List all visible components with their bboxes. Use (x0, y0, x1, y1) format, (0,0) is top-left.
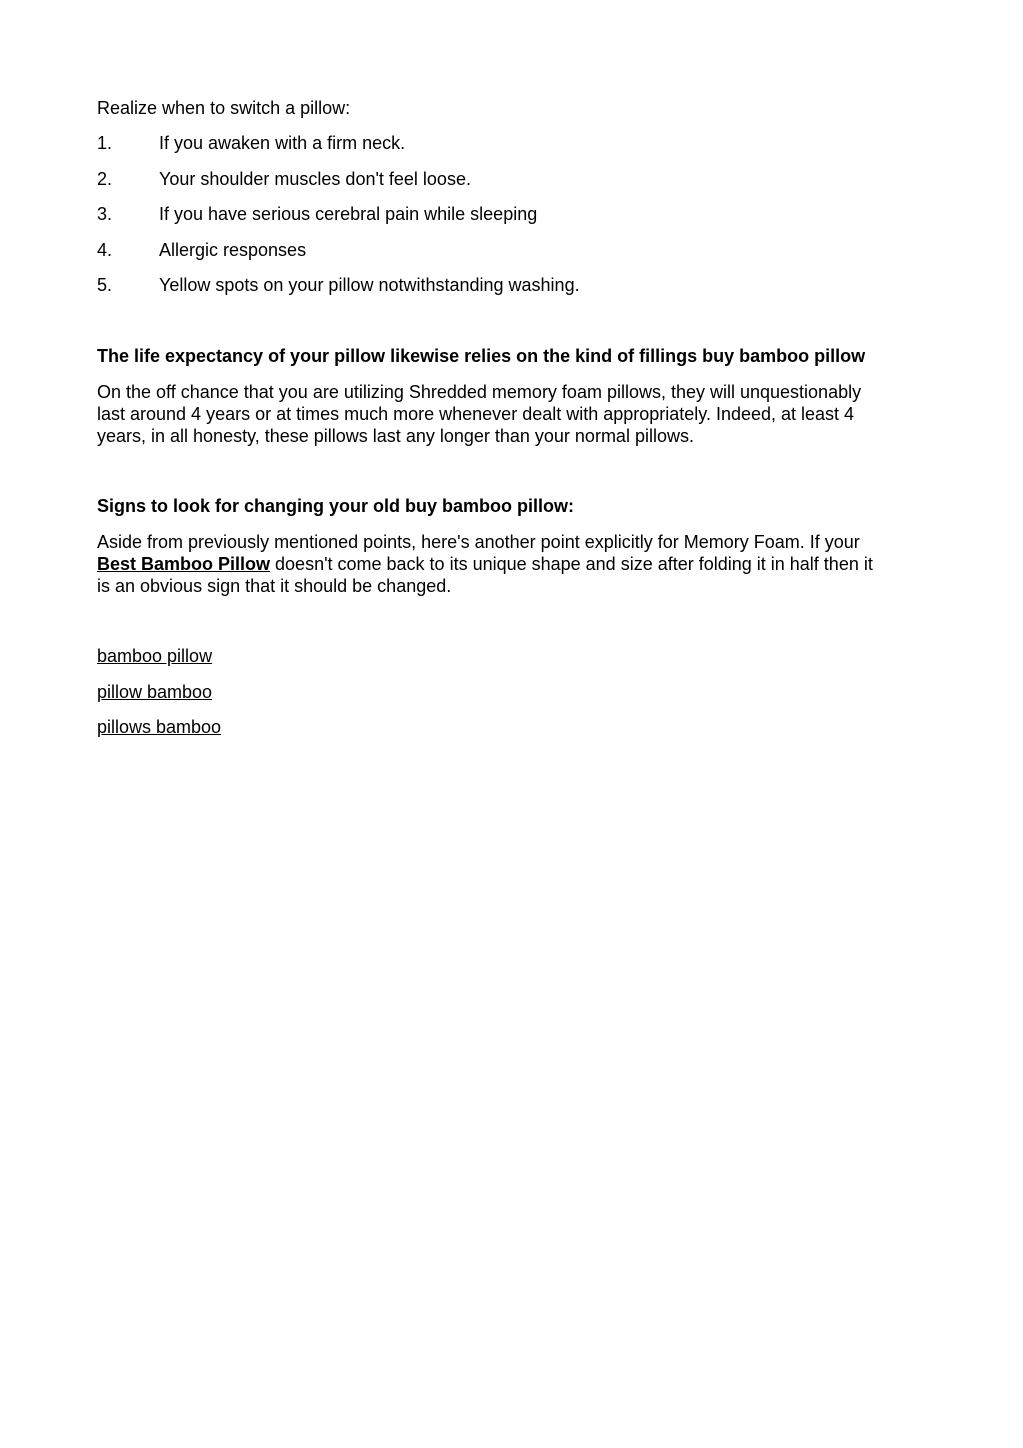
section-paragraph (97, 381, 927, 447)
list-text: If you awaken with a firm neck. (159, 133, 406, 153)
best-bamboo-pillow-link[interactable]: Best Bamboo Pillow (97, 554, 271, 574)
list-item (97, 203, 537, 225)
list-number: 3. (97, 204, 113, 224)
paragraph-line: last around 4 years or at times much more whenever dealt with appropriately. Indeed, at least 4 (97, 404, 855, 424)
list-text: Yellow spots on your pillow notwithstanding washing. (159, 275, 580, 295)
footer-link-item (97, 716, 221, 738)
paragraph-line: years, in all honesty, these pillows last any longer than your normal pillows. (97, 426, 694, 446)
list-number: 5. (97, 275, 113, 295)
list-item (97, 132, 405, 154)
section-heading: The life expectancy of your pillow likewise relies on the kind of fillings buy bamboo pillow (97, 346, 866, 366)
list-number: 4. (97, 240, 113, 260)
section-paragraph (97, 531, 927, 597)
list-item (97, 239, 306, 261)
list-item (97, 274, 580, 296)
list-text: Allergic responses (159, 240, 307, 260)
footer-link-item (97, 681, 212, 703)
paragraph-line: Aside from previously mentioned points, here's another point explicitly for Memory Foam. If your (97, 532, 860, 552)
footer-link-item (97, 645, 212, 667)
paragraph-line (97, 553, 927, 575)
bamboo-pillow-link[interactable]: bamboo pillow (97, 646, 213, 666)
pillows-bamboo-link[interactable]: pillows bamboo (97, 717, 222, 737)
pillow-bamboo-link[interactable]: pillow bamboo (97, 682, 213, 702)
intro-text: Realize when to switch a pillow: (97, 98, 351, 118)
paragraph-text: doesn't come back to its unique shape and size after folding it in half then it (270, 554, 873, 574)
list-text: If you have serious cerebral pain while sleeping (159, 204, 538, 224)
section-heading: Signs to look for changing your old buy bamboo pillow: (97, 496, 574, 516)
paragraph-line: is an obvious sign that it should be changed. (97, 576, 452, 596)
list-number: 1. (97, 133, 113, 153)
list-item (97, 168, 471, 190)
paragraph-line: On the off chance that you are utilizing Shredded memory foam pillows, they will unquestionably (97, 382, 862, 402)
list-text: Your shoulder muscles don't feel loose. (159, 169, 471, 189)
list-number: 2. (97, 169, 113, 189)
